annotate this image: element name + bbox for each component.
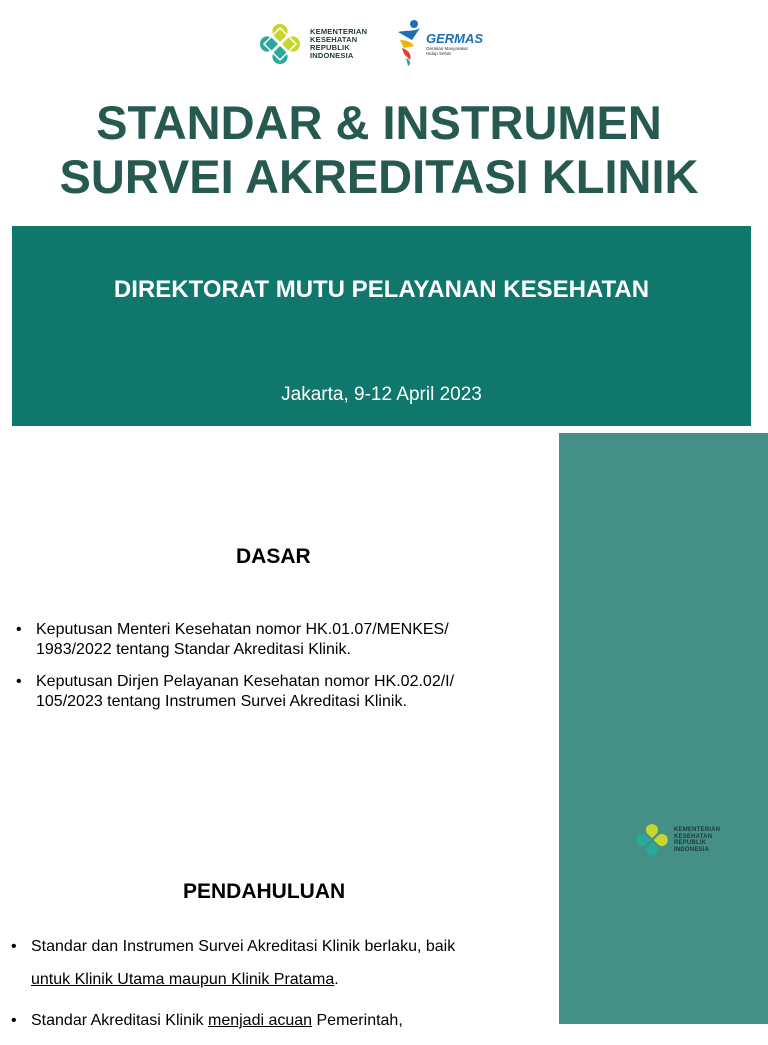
germas-logo (394, 16, 484, 70)
kemenkes-logo-text: KEMENTERIAN KESEHATAN REPUBLIK INDONESIA (310, 27, 368, 60)
banner-organization: DIREKTORAT MUTU PELAYANAN KESEHATAN (113, 276, 650, 303)
title-banner (12, 226, 751, 426)
germas-subtext: Gerakan Masyarakat Hidup Sehat (426, 45, 468, 56)
dasar-list (14, 620, 544, 724)
germas-logo-icon (394, 18, 424, 68)
banner-date: Jakarta, 9-12 April 2023 (281, 384, 482, 405)
kemenkes-logo-icon (256, 20, 304, 68)
dasar-heading: DASAR (236, 545, 311, 568)
list-item: • Standar dan Instrumen Survei Akreditasi Klinik berlaku, baik untuk Klinik Utama maupun Klinik Pratama. (9, 930, 554, 996)
list-item: • Keputusan Dirjen Pelayanan Kesehatan nomor HK.02.02/I/ 105/2023 tentang Instrumen Survei Akreditasi Klinik. (14, 672, 544, 712)
panel-logo-text: KEMENTERIAN KESEHATAN REPUBLIK INDONESIA (674, 827, 721, 853)
kemenkes-logo-icon (633, 821, 671, 859)
page-title (0, 96, 758, 204)
kemenkes-logo (256, 18, 376, 70)
list-item: • Standar Akreditasi Klinik menjadi acuan Pemerintah, (9, 1004, 554, 1037)
title-line-2: SURVEI AKREDITASI KLINIK (59, 150, 699, 203)
underlined-text: menjadi acuan (207, 1012, 313, 1029)
pendahuluan-list (9, 930, 554, 1045)
side-panel (559, 433, 768, 1024)
pendahuluan-heading: PENDAHULUAN (183, 880, 346, 903)
title-line-1: STANDAR & INSTRUMEN (96, 96, 662, 149)
list-item: • Keputusan Menteri Kesehatan nomor HK.01.07/MENKES/ 1983/2022 tentang Standar Akreditasi Klinik. (14, 620, 544, 660)
underlined-text: untuk Klinik Utama maupun Klinik Pratama (31, 971, 335, 988)
germas-wordmark: GERMAS (426, 30, 484, 46)
panel-kemenkes-logo (633, 821, 720, 859)
